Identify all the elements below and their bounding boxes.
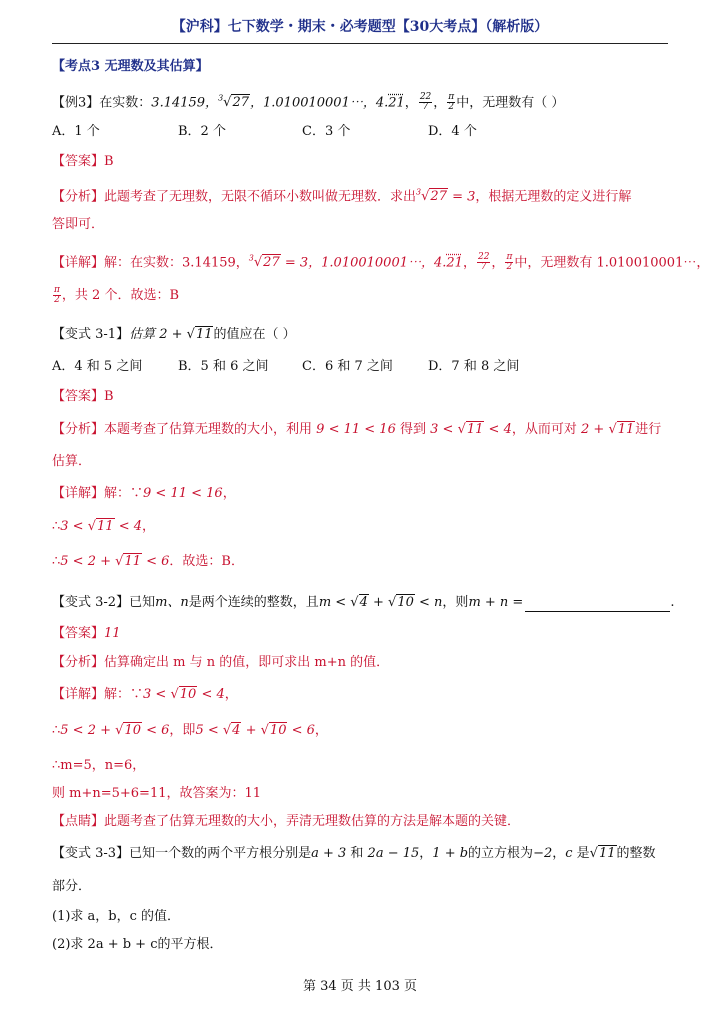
variant33-q2: (2)求 2a + b + c的平方根． — [52, 937, 223, 952]
example3-tag: 【例3】 — [52, 95, 100, 111]
variant31-detail: 【详解】解：∵9 < 11 < 16， — [52, 486, 236, 501]
variant31-detail-line3: ∴5 < 2 + √11 < 6．故选：B． — [52, 554, 244, 569]
variant31-choices — [52, 358, 672, 376]
variant31-tag: 【变式 3-1】 — [52, 327, 130, 342]
variant32-detail-line3: ∴m=5，n=6， — [52, 758, 146, 773]
choice-d[interactable]: D．7 和 8 之间 — [428, 359, 520, 374]
fraction-22-7: $\frac{22}{7}$ — [419, 92, 432, 113]
choice-a[interactable]: A．4 和 5 之间 — [52, 359, 143, 374]
example3-question: 【例3】在实数：3.14159，$^3$√27，1.010010001⋯，4.21， $\frac{22}{7}$ ， $\frac{\pi}{2}$ 中，无理数有（ ） — [52, 92, 565, 113]
example3-analysis-cont: 答即可． — [52, 217, 105, 232]
variant32-detail-line2: ∴5 < 2 + √10 < 6，即5 < √4 + √10 < 6， — [52, 723, 328, 738]
choice-c[interactable]: C．3 个 — [302, 124, 351, 139]
variant31-answer: 【答案】B — [52, 389, 114, 404]
header-divider — [52, 43, 668, 44]
example3-choices — [52, 123, 672, 141]
example3-detail-cont: $\frac{\pi}{2}$ ，共 2 个．故选：B — [54, 285, 180, 305]
variant32-analysis: 【分析】估算确定出 m 与 n 的值，即可求出 m+n 的值． — [52, 655, 390, 670]
variant32-answer: 【答案】11 — [52, 626, 121, 641]
variant33-question: 【变式 3-3】已知一个数的两个平方根分别是a + 3 和 2a − 15，1 + b的立方根为−2，c 是√11的整数 — [52, 846, 656, 861]
choice-b[interactable]: B．2 个 — [178, 124, 226, 139]
variant33-tag: 【变式 3-3】 — [52, 846, 130, 861]
variant32-tag: 【变式 3-2】 — [52, 595, 130, 610]
answer-blank[interactable] — [525, 611, 670, 612]
variant32-detail: 【详解】解：∵3 < √10 < 4， — [52, 687, 238, 702]
variant31-analysis: 【分析】本题考查了估算无理数的大小，利用 9 < 11 < 16 得到 3 < √11 < 4，从而可对 2 + √11进行 — [52, 422, 662, 437]
choice-b[interactable]: B．5 和 6 之间 — [178, 359, 269, 374]
variant31-detail-line2: ∴3 < √11 < 4， — [52, 519, 156, 534]
fraction-pi-2: $\frac{\pi}{2}$ — [448, 92, 455, 113]
example3-detail: 【详解】解：在实数：3.14159，$^3$√27 = 3，1.010010001⋯，4.21， $\frac{22}{7}$ ， $\frac{\pi}{2}$ 中，无理数有 1.010010001⋯， — [52, 252, 710, 273]
variant31-question: 【变式 3-1】估算 2 + √11的值应在（ ） — [52, 327, 296, 342]
choice-d[interactable]: D．4 个 — [428, 124, 477, 139]
variant32-comment: 【点睛】此题考查了估算无理数的大小，弄清无理数估算的方法是解本题的关键． — [52, 814, 521, 829]
section-title: 【考点3 无理数及其估算】 — [52, 59, 209, 74]
page-number: 第 34 页 共 103 页 — [302, 979, 418, 994]
example3-answer: 【答案】B — [52, 154, 114, 169]
sqrt-11: √11 — [186, 327, 213, 342]
variant32-question: 【变式 3-2】已知m、n是两个连续的整数，且m < √4 + √10 < n，则m + n = . — [52, 595, 675, 610]
choice-a[interactable]: A．1 个 — [52, 124, 100, 139]
cube-root-27: $^3$√27 — [218, 94, 249, 111]
variant32-detail-line4: 则 m+n=5+6=11，故答案为：11 — [52, 786, 262, 801]
page-header-title: 【沪科】七下数学・期末・必考题型【30大考点】（解析版） — [171, 19, 549, 35]
variant31-analysis-cont: 估算． — [52, 454, 92, 469]
choice-c[interactable]: C．6 和 7 之间 — [302, 359, 393, 374]
variant33-question-cont: 部分． — [52, 879, 92, 894]
variant33-q1: (1)求 a，b，c 的值． — [52, 909, 181, 924]
example3-analysis: 【分析】此题考查了无理数，无限不循环小数叫做无理数．求出$^3$√27 = 3，根据无理数的定义进行解 — [52, 188, 632, 205]
